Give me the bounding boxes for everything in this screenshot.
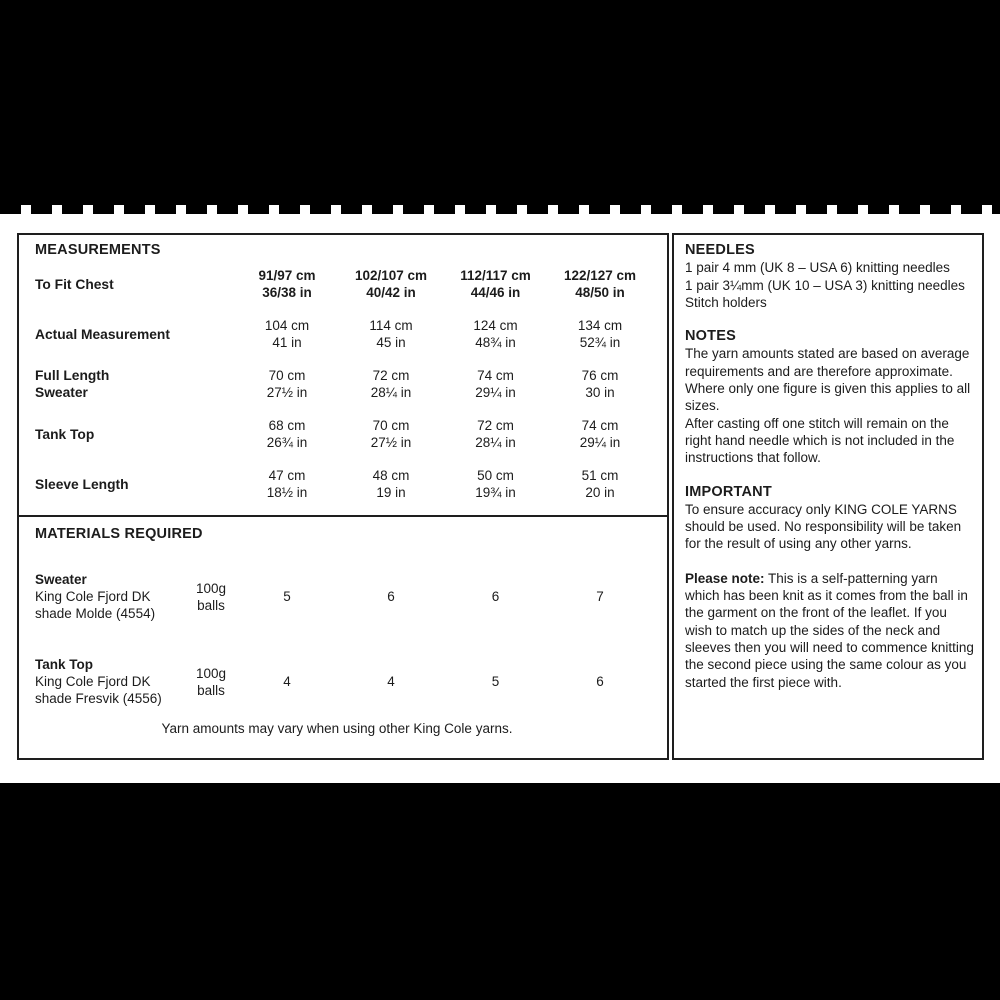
size-value: 50 cm 19¾ in (475, 468, 516, 500)
measurements-materials-panel (17, 233, 669, 760)
size-value: 104 cm 41 in (264, 318, 310, 350)
material-row-sweater (19, 571, 667, 622)
ball-count: 6 (491, 589, 500, 604)
needles-line: 1 pair 3¼mm (UK 10 – USA 3) knitting needles (685, 277, 965, 293)
row-full-length-sweater (19, 367, 667, 401)
row-label: Tank Top (35, 426, 95, 442)
row-tank-top (19, 417, 667, 451)
size-value: 68 cm 26¾ in (266, 418, 308, 450)
please-note-text: This is a self-patterning yarn which has been knit as it comes from the ball in the garment on the front of the leaflet. If you wish to match up the sides of the neck and sleeves then you will need to commence knitting the second piece using the same colour as you started the first piece with. (685, 570, 974, 690)
size-value: 76 cm 30 in (581, 368, 619, 400)
top-black-band (0, 0, 1000, 205)
size-value: 72 cm 28¼ in (475, 418, 516, 450)
notes-section (685, 328, 974, 466)
row-sleeve-length (19, 467, 667, 501)
bottom-black-band (0, 783, 1000, 1000)
needles-section (685, 242, 974, 311)
row-label: Sleeve Length (35, 476, 129, 492)
yarn-name: Tank Top King Cole Fjord DK shade Fresvik (4556) (35, 657, 162, 706)
size-value: 72 cm 28¼ in (370, 368, 412, 400)
please-note-lead: Please note: (685, 570, 765, 586)
size-value: 102/107 cm 40/42 in (354, 268, 428, 300)
size-value: 114 cm 45 in (369, 318, 413, 350)
row-actual-measurement (19, 317, 667, 351)
notes-title: NOTES (685, 328, 736, 345)
size-value: 124 cm 48¾ in (473, 318, 518, 350)
notes-paragraph: After casting off one stitch will remain on the right hand needle which is not included in the instructions that follow. (685, 415, 955, 466)
important-section (685, 484, 974, 553)
ball-unit: 100g balls (195, 580, 227, 613)
row-label: Actual Measurement (35, 326, 170, 342)
needles-line: Stitch holders (685, 294, 767, 310)
row-label: Full Length Sweater (35, 368, 110, 400)
size-value: 70 cm 27½ in (370, 418, 412, 450)
ball-unit: 100g balls (195, 665, 227, 698)
size-value: 134 cm 52¾ in (577, 318, 623, 350)
material-row-tank-top (19, 656, 667, 707)
measurements-section (19, 235, 667, 517)
size-value: 122/127 cm 48/50 in (563, 268, 637, 300)
ball-count: 6 (387, 589, 395, 604)
materials-title: MATERIALS REQUIRED (35, 526, 203, 542)
size-value: 91/97 cm 36/38 in (258, 268, 316, 300)
measurements-title: MEASUREMENTS (35, 242, 161, 258)
important-paragraph: To ensure accuracy only KING COLE YARNS should be used. No responsibility will be taken for the result of using any other yarns. (685, 501, 962, 552)
size-value: 70 cm 27½ in (266, 368, 308, 400)
ball-count: 4 (387, 674, 395, 689)
ball-count: 6 (596, 674, 604, 689)
perforation-edge (0, 205, 1000, 214)
notes-paragraph: The yarn amounts stated are based on average requirements and are therefore approximate. (685, 346, 970, 379)
notes-paragraph: Where only one figure is given this applies to all sizes. (685, 381, 971, 414)
size-value: 47 cm 18½ in (266, 468, 308, 500)
size-value: 74 cm 29¼ in (579, 418, 621, 450)
info-panel (672, 233, 984, 760)
size-value: 74 cm 29¼ in (475, 368, 516, 400)
ball-count: 4 (283, 674, 291, 689)
ball-count: 5 (283, 589, 291, 604)
size-value: 112/117 cm 44/46 in (460, 268, 531, 300)
yarn-name: Sweater King Cole Fjord DK shade Molde (4554) (35, 572, 156, 621)
important-title: IMPORTANT (685, 483, 772, 500)
row-label: To Fit Chest (35, 276, 114, 292)
please-note-section (685, 570, 974, 691)
size-value: 48 cm 19 in (372, 468, 410, 500)
yarn-footnote: Yarn amounts may vary when using other King Cole yarns. (161, 721, 513, 736)
materials-section (19, 517, 667, 758)
needles-title: NEEDLES (685, 242, 755, 258)
size-value: 51 cm 20 in (581, 468, 619, 500)
row-to-fit-chest (19, 267, 667, 301)
needles-line: 1 pair 4 mm (UK 8 – USA 6) knitting needles (685, 260, 950, 276)
ball-count: 5 (491, 674, 500, 689)
ball-count: 7 (596, 589, 604, 604)
